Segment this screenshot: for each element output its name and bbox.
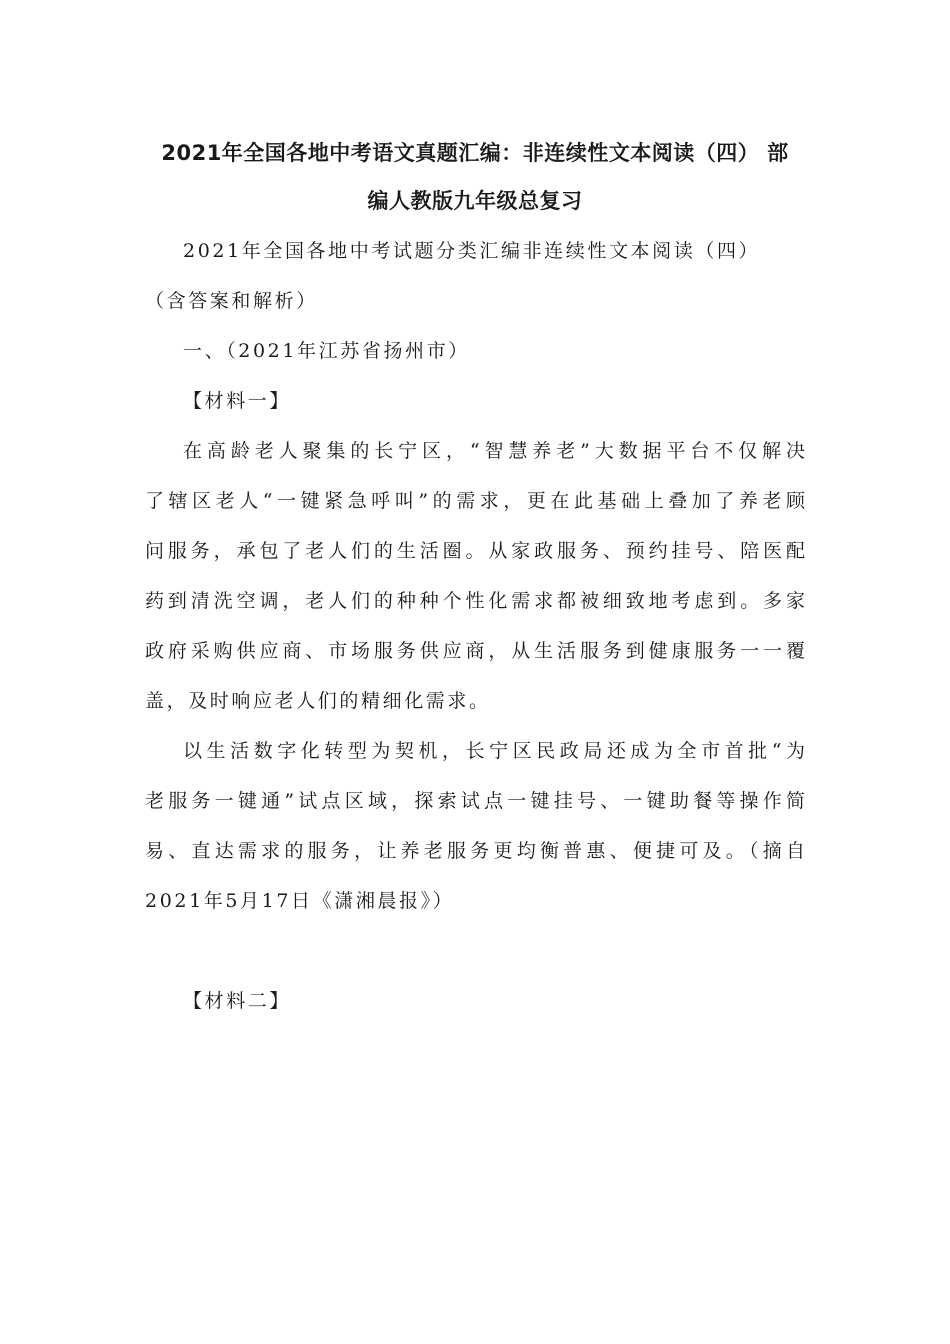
material-two-label: 【材料二】: [183, 990, 292, 1012]
material-one-p2-line: 以生活数字化转型为契机，长宁区民政局还成为全市首批“为: [183, 740, 805, 762]
material-one-p1-line: 问服务，承包了老人们的生活圈。从家政服务、预约挂号、陪医配: [145, 540, 805, 562]
material-one-p1-line: 在高龄老人聚集的长宁区，“智慧养老”大数据平台不仅解决: [183, 440, 805, 462]
section-heading: 一、（2021年江苏省扬州市）: [183, 340, 470, 362]
material-one-p2-line: 易、直达需求的服务，让养老服务更均衡普惠、便捷可及。（摘自: [145, 840, 805, 862]
material-one-p2-line: 老服务一键通”试点区域，探索试点一键挂号、一键助餐等操作简: [145, 790, 805, 812]
document-title-line-2: 编人教版九年级总复习: [367, 189, 583, 213]
material-one-p1-line: 药到清洗空调，老人们的种种个性化需求都被细致地考虑到。多家: [145, 590, 805, 612]
material-one-p1-line: 政府采购供应商、市场服务供应商，从生活服务到健康服务一一覆: [145, 640, 805, 662]
subtitle-line-1: 2021年全国各地中考试题分类汇编非连续性文本阅读（四）: [183, 240, 761, 262]
subtitle-line-2: （含答案和解析）: [145, 290, 318, 312]
document-title-line-1: 2021年全国各地中考语文真题汇编：非连续性文本阅读（四） 部: [161, 141, 789, 165]
material-one-p2-line: 2021年5月17日《潇湘晨报》）: [145, 890, 455, 912]
material-one-p1-line: 了辖区老人“一键紧急呼叫”的需求，更在此基础上叠加了养老顾: [145, 490, 805, 512]
material-one-p1-line: 盖，及时响应老人们的精细化需求。: [145, 690, 491, 712]
material-one-label: 【材料一】: [183, 390, 292, 412]
